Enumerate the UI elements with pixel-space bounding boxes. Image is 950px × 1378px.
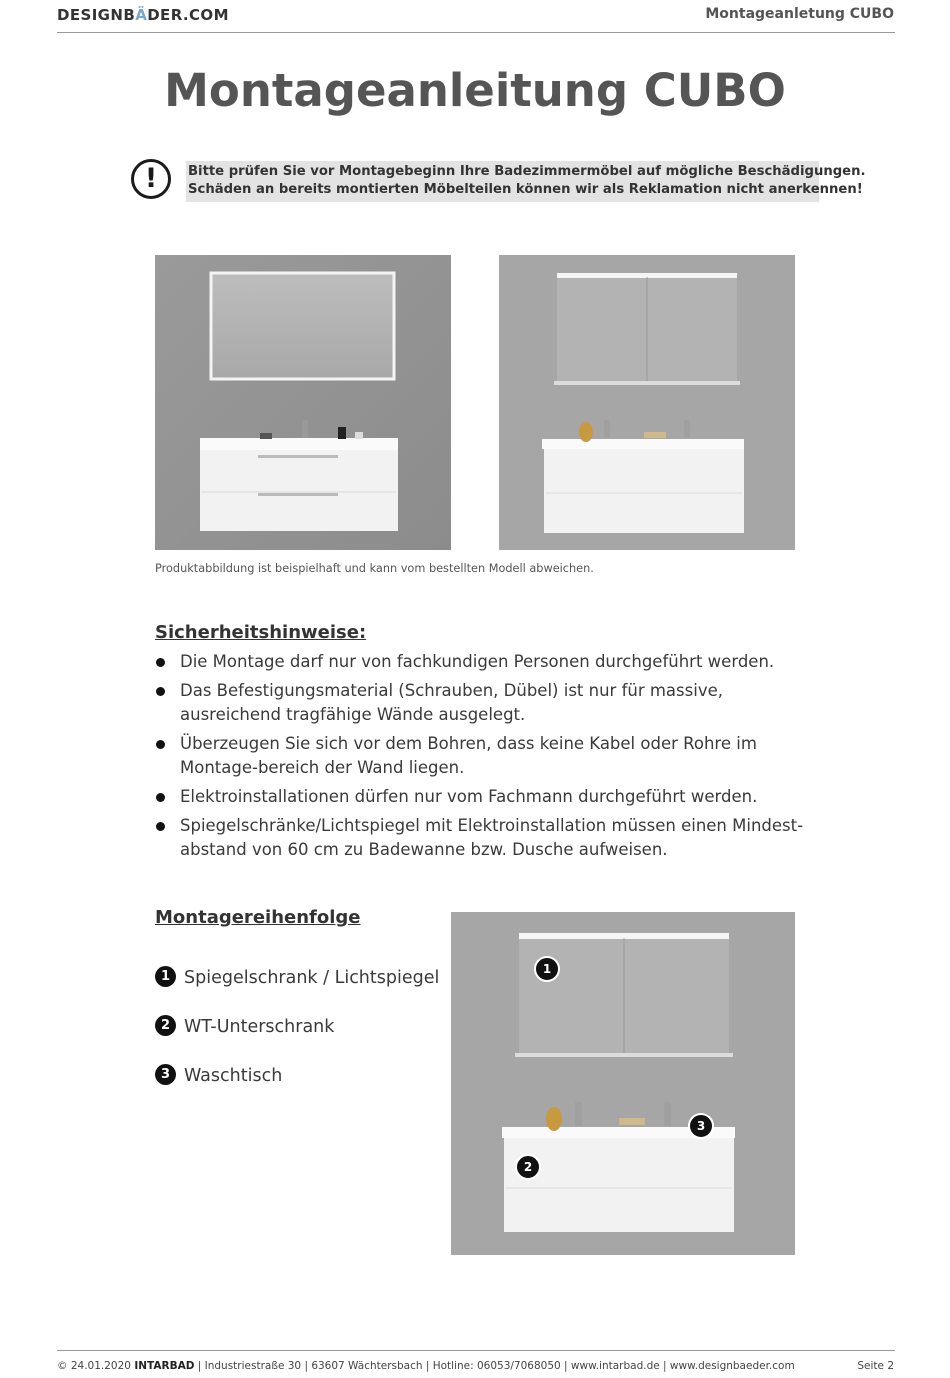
step-item-3: 3 Waschtisch xyxy=(155,1064,282,1088)
photo-caption: Produktabbildung ist beispielhaft und kann vom bestellten Modell abweichen. xyxy=(155,562,594,575)
brand-logo: DESIGNBÄDER.COM xyxy=(57,6,229,24)
safety-list xyxy=(155,650,825,867)
sequence-heading: Montagereihenfolge xyxy=(155,907,361,928)
step-number-icon: 1 xyxy=(155,966,176,987)
safety-heading: Sicherheitshinweise: xyxy=(155,622,367,643)
bullet-icon xyxy=(156,687,165,696)
assembly-order-photo xyxy=(451,912,795,1255)
bullet-icon xyxy=(156,793,165,802)
step-number-icon: 2 xyxy=(155,1015,176,1036)
warning-line-1: Bitte prüfen Sie vor Montagebeginn Ihre Badezimmermöbel auf mögliche Beschädigungen. xyxy=(188,164,866,179)
footer-divider xyxy=(57,1350,895,1351)
list-item: Spiegelschränke/Lichtspiegel mit Elektroinstallation müssen einen Mindest-abstand von 60 cm zu Badewanne bzw. Dusche aufweisen. xyxy=(155,814,825,862)
footer-text: © 24.01.2020 INTARBAD | Industriestraße 30 | 63607 Wächtersbach | Hotline: 06053/7068050 | www.intarbad.de | www.designbaeder.com xyxy=(57,1360,795,1372)
header-divider xyxy=(57,32,895,33)
step-item-2: 2 WT-Unterschrank xyxy=(155,1015,334,1039)
header-doc-title: Montageanletung CUBO xyxy=(705,6,894,22)
marker-3-icon: 3 xyxy=(688,1113,714,1139)
page-number: Seite 2 xyxy=(857,1360,894,1372)
list-item: Die Montage darf nur von fachkundigen Personen durchgeführt werden. xyxy=(155,650,825,674)
list-item: Überzeugen Sie sich vor dem Bohren, dass keine Kabel oder Rohre im Montage-bereich der Wand liegen. xyxy=(155,732,825,780)
warning-line-2: Schäden an bereits montierten Möbelteilen können wir als Reklamation nicht anerkennen! xyxy=(188,182,863,197)
marker-1-icon: 1 xyxy=(534,956,560,982)
exclamation-icon: ! xyxy=(131,159,171,199)
product-photo-mirror-cabinet xyxy=(499,255,795,550)
bullet-icon xyxy=(156,740,165,749)
product-photo-light-mirror xyxy=(155,255,451,550)
page-title: Montageanleitung CUBO xyxy=(164,64,786,117)
warning-text xyxy=(188,163,866,199)
step-item-1: 1 Spiegelschrank / Lichtspiegel xyxy=(155,966,439,990)
step-number-icon: 3 xyxy=(155,1064,176,1085)
list-item: Elektroinstallationen dürfen nur vom Fachmann durchgeführt werden. xyxy=(155,785,825,809)
marker-2-icon: 2 xyxy=(515,1154,541,1180)
bullet-icon xyxy=(156,822,165,831)
list-item: Das Befestigungsmaterial (Schrauben, Dübel) ist nur für massive, ausreichend tragfähige Wände ausgelegt. xyxy=(155,679,825,727)
bullet-icon xyxy=(156,658,165,667)
